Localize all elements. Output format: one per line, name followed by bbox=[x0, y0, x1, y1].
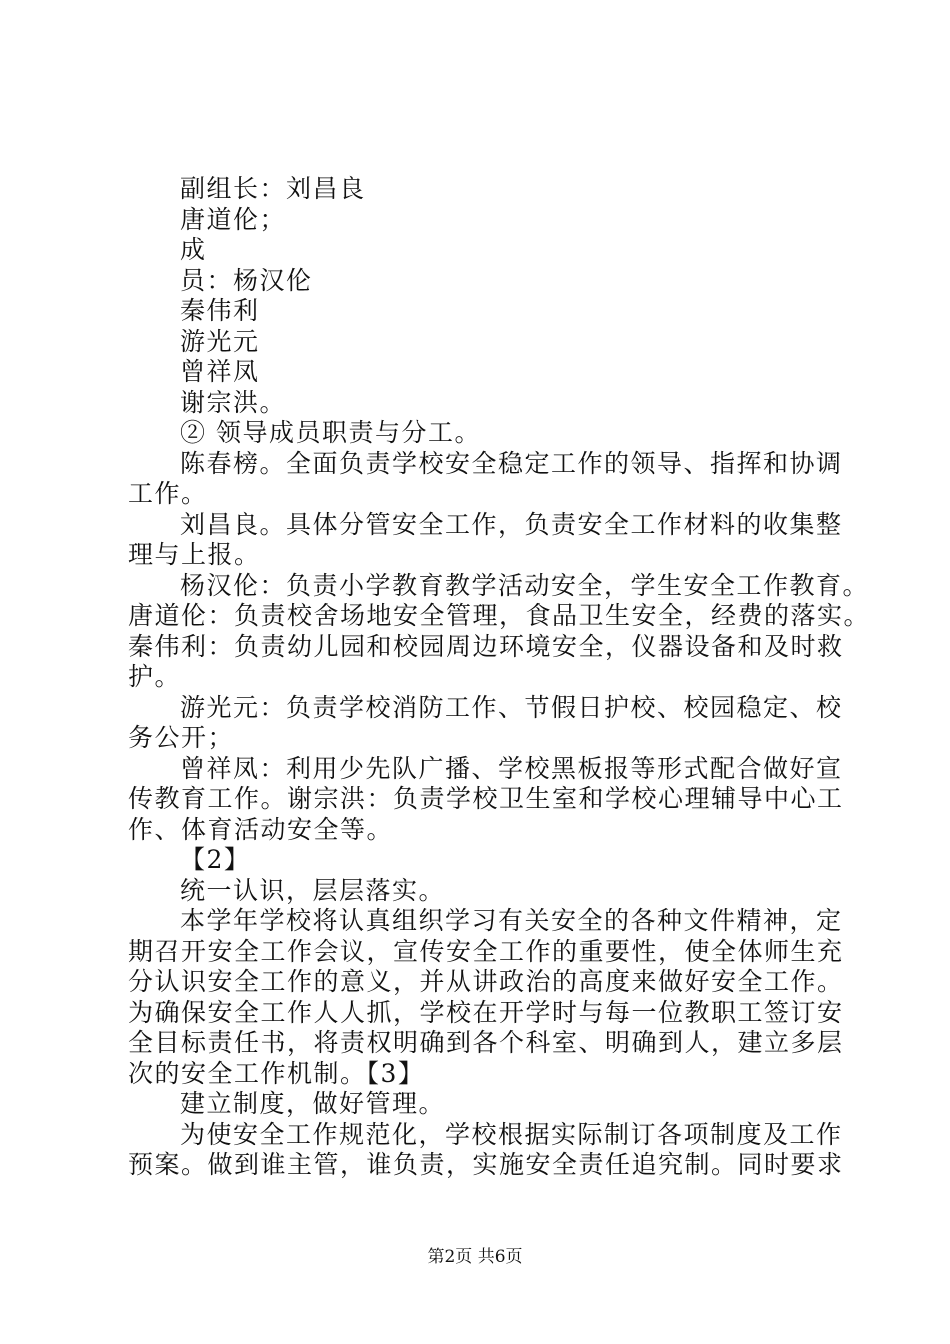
page-footer: 第2页 共6页 bbox=[427, 1247, 523, 1267]
text-line: 秦伟利 bbox=[180, 296, 260, 325]
text-line: 游光元：负责学校消防工作、节假日护校、校园稳定、校 bbox=[180, 692, 843, 722]
text-line: 期召开安全工作会议，宣传安全工作的重要性，使全体师生充 bbox=[128, 936, 844, 966]
text-line: 游光元 bbox=[180, 326, 260, 356]
text-line: 曾祥凤 bbox=[180, 357, 260, 386]
text-line: 为确保安全工作人人抓，学校在开学时与每一位教职工签订安 bbox=[128, 997, 844, 1027]
text-line: 副组长：刘昌良 bbox=[180, 174, 366, 203]
text-line: 为使安全工作规范化，学校根据实际制订各项制度及工作 bbox=[180, 1119, 843, 1149]
text-line: 谢宗洪。 bbox=[180, 387, 287, 417]
text-line: 传教育工作。谢宗洪：负责学校卫生室和学校心理辅导中心工 bbox=[128, 784, 844, 813]
text-line: 刘昌良。具体分管安全工作，负责安全工作材料的收集整 bbox=[180, 509, 843, 539]
document-body bbox=[128, 174, 871, 1181]
text-line: 统一认识，层层落实。 bbox=[180, 875, 446, 905]
text-line: 【2】 bbox=[180, 845, 251, 874]
text-line: 唐道伦：负责校舍场地安全管理，食品卫生安全，经费的落实。 bbox=[128, 601, 871, 630]
text-line: 杨汉伦：负责小学教育教学活动安全，学生安全工作教育。 bbox=[180, 570, 870, 600]
text-line: 秦伟利：负责幼儿园和校园周边环境安全，仪器设备和及时救 bbox=[128, 631, 844, 661]
text-line: ② 领导成员职责与分工。 bbox=[180, 418, 481, 447]
text-line: 作、体育活动安全等。 bbox=[128, 814, 394, 844]
text-line: 预案。做到谁主管，谁负责，实施安全责任追究制。同时要求 bbox=[128, 1150, 844, 1179]
text-line: 成 bbox=[180, 235, 207, 264]
text-line: 分认识安全工作的意义，并从讲政治的高度来做好安全工作。 bbox=[128, 967, 844, 996]
text-line: 理与上报。 bbox=[128, 540, 261, 569]
text-line: 建立制度，做好管理。 bbox=[180, 1089, 446, 1118]
text-line: 次的安全工作机制。【3】 bbox=[128, 1058, 425, 1088]
text-line: 护。 bbox=[128, 662, 182, 691]
text-line: 务公开； bbox=[128, 723, 235, 752]
text-line: 全目标责任书，将责权明确到各个科室、明确到人，建立多层 bbox=[128, 1028, 844, 1057]
text-line: 本学年学校将认真组织学习有关安全的各种文件精神，定 bbox=[180, 906, 843, 935]
text-line: 曾祥凤：利用少先队广播、学校黑板报等形式配合做好宣 bbox=[180, 753, 843, 783]
text-line: 唐道伦； bbox=[180, 204, 287, 234]
text-line: 陈春榜。全面负责学校安全稳定工作的领导、指挥和协调 bbox=[180, 448, 843, 478]
text-line: 工作。 bbox=[128, 479, 208, 508]
text-line: 员：杨汉伦 bbox=[180, 265, 313, 295]
